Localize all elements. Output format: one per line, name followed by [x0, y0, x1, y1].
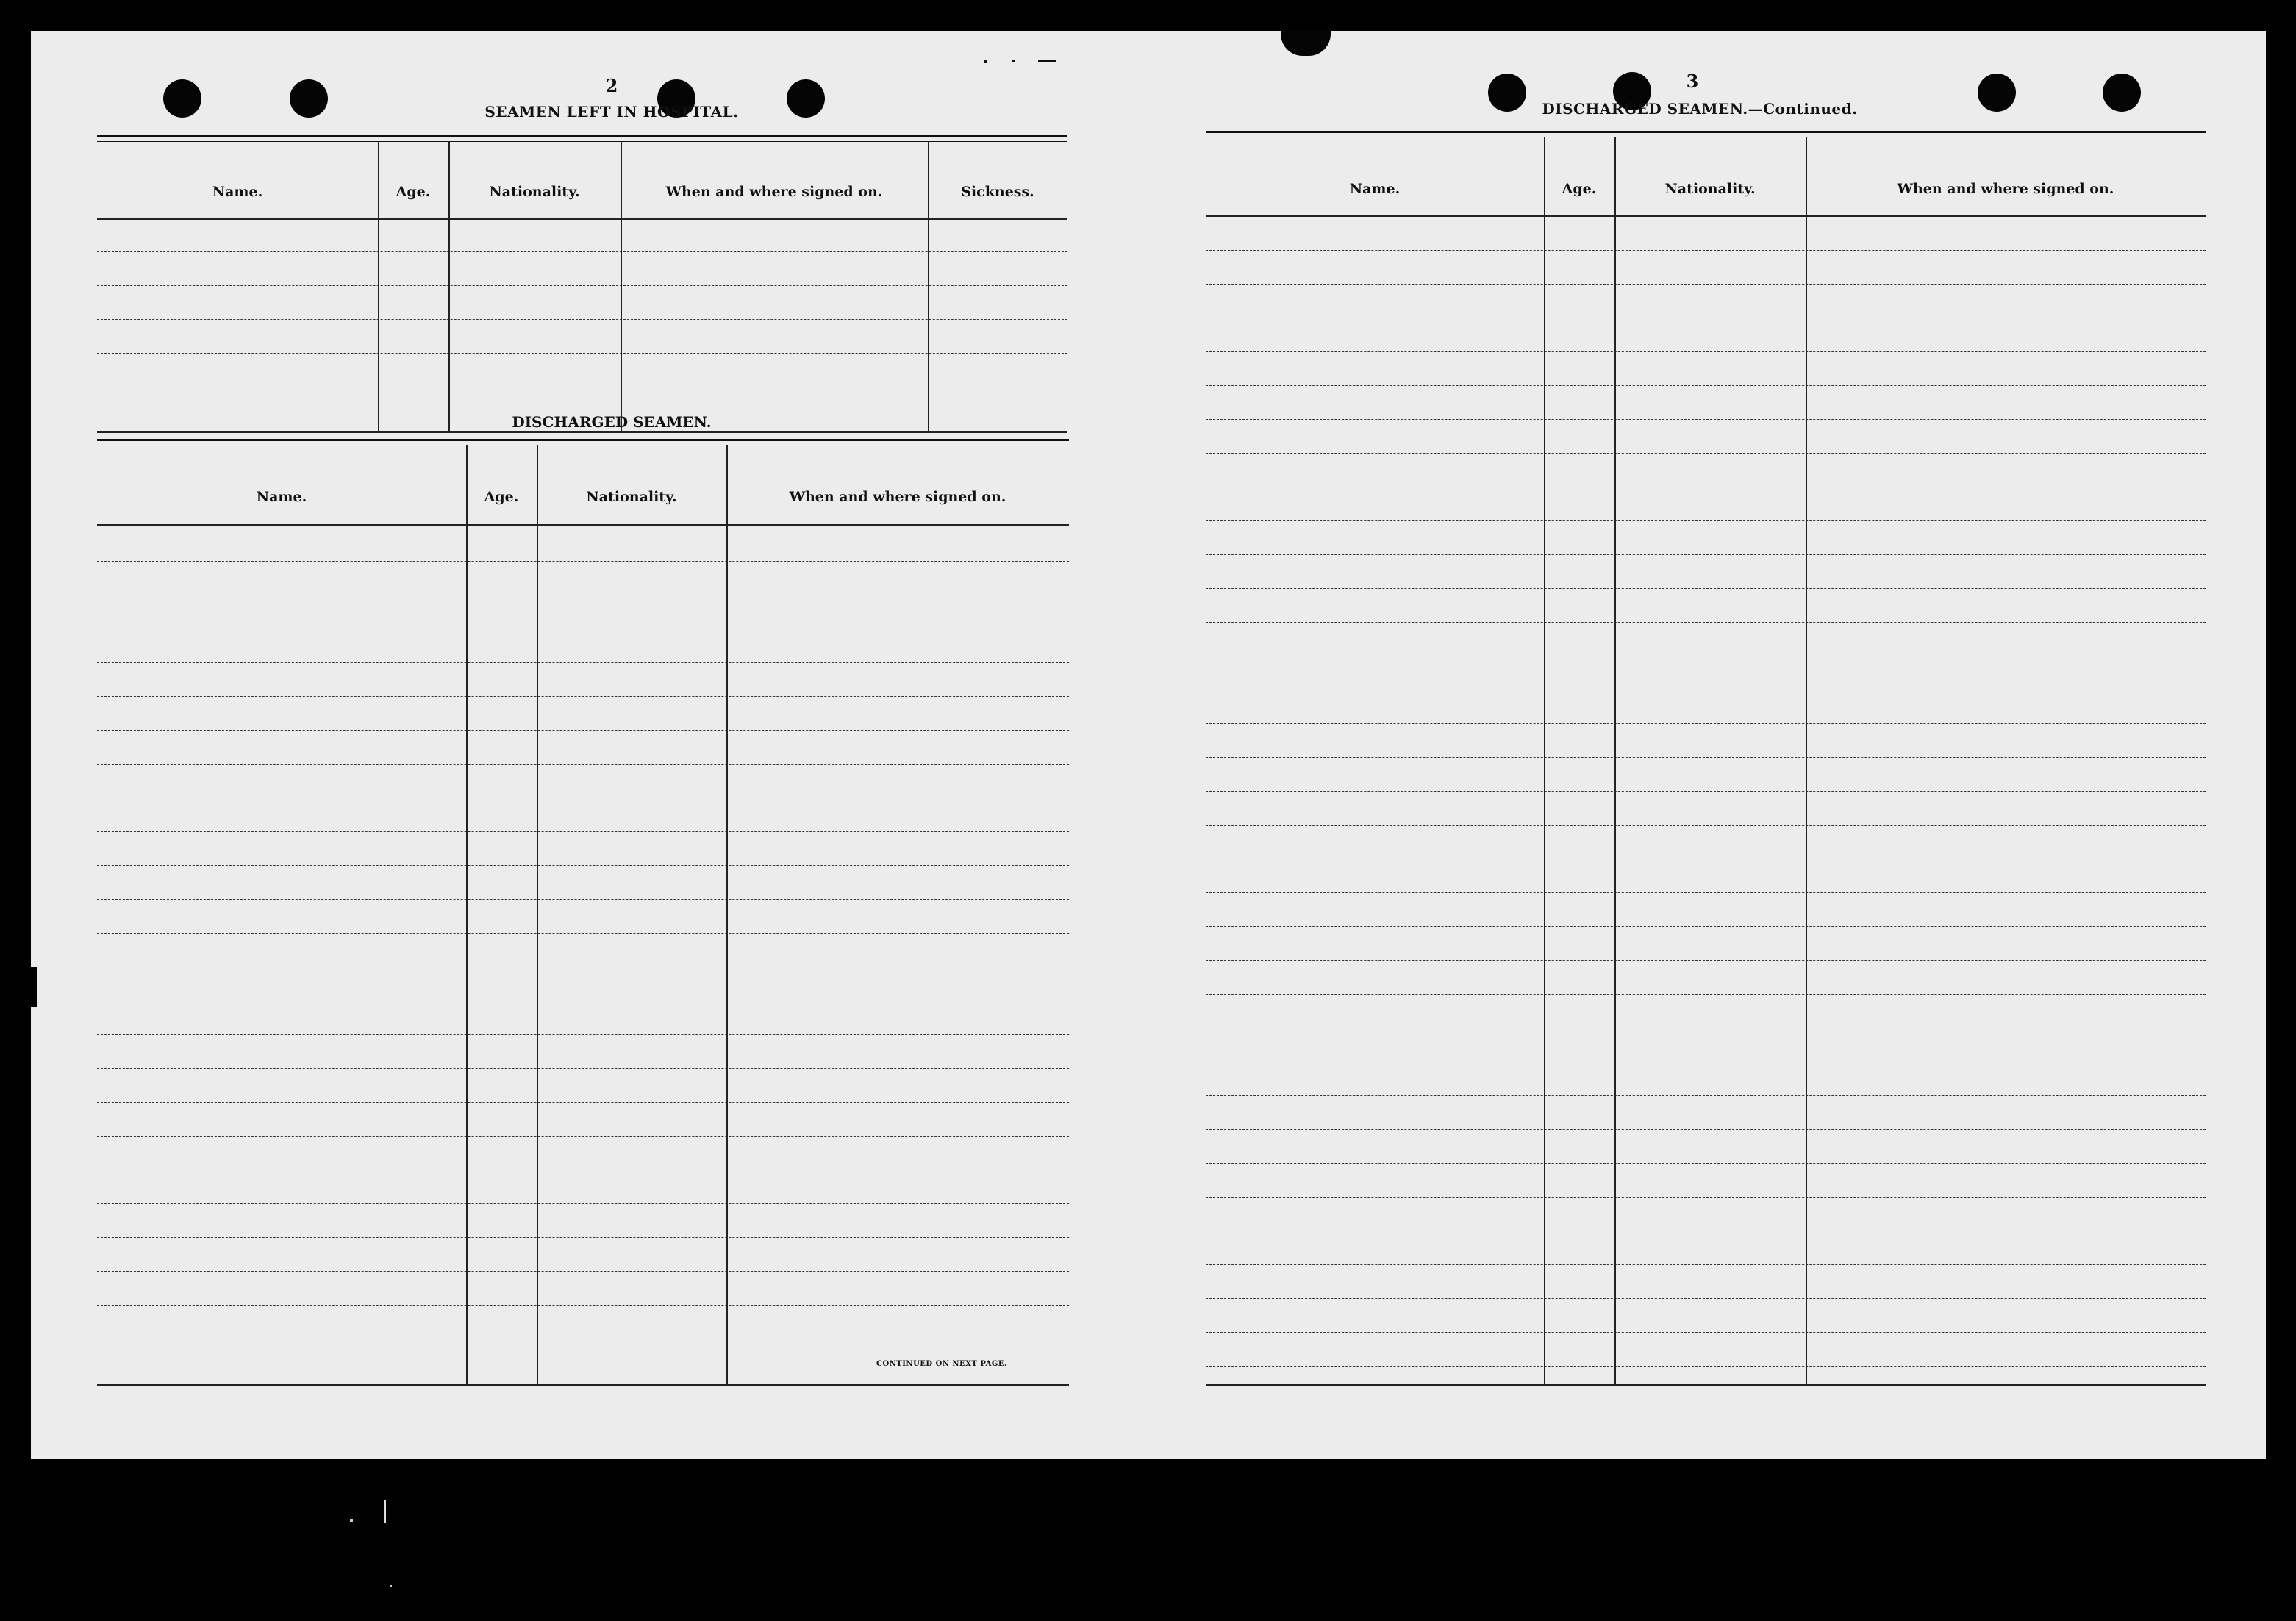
- page-number-right: 3: [1686, 71, 1699, 92]
- column-header-name: Name.: [1349, 181, 1401, 197]
- punch-hole: [1978, 74, 2016, 112]
- punch-hole: [290, 79, 328, 118]
- speck: [350, 1519, 353, 1522]
- hospital-table: [97, 135, 1067, 437]
- document-sheet: [31, 31, 2266, 1459]
- paper-tear: [1281, 31, 1331, 56]
- continued-footer: CONTINUED ON NEXT PAGE.: [876, 1360, 1008, 1368]
- edge-notch: [26, 967, 37, 1007]
- section-title-discharged-seamen-continued: DISCHARGED SEAMEN.—Continued.: [1542, 100, 1858, 118]
- section-title-seamen-left-in-hospital: SEAMEN LEFT IN HOSPITAL.: [484, 103, 739, 121]
- column-header-sickness: Sickness.: [961, 184, 1034, 200]
- column-header-nationality: Nationality.: [489, 184, 580, 200]
- column-header-when-where-signed-on: When and where signed on.: [665, 184, 883, 200]
- column-header-when-where-signed-on: When and where signed on.: [1897, 181, 2114, 197]
- speck: [390, 1585, 392, 1587]
- column-header-age: Age.: [484, 489, 519, 505]
- punch-hole: [163, 79, 201, 118]
- column-header-age: Age.: [396, 184, 431, 200]
- column-header-when-where-signed-on: When and where signed on.: [789, 489, 1006, 505]
- discharged-table-right: [1206, 131, 2206, 1395]
- speck: [984, 60, 987, 63]
- punch-hole: [2103, 74, 2141, 112]
- column-header-age: Age.: [1562, 181, 1597, 197]
- speck: [384, 1500, 386, 1523]
- speck: [1038, 60, 1056, 62]
- page-number-left: 2: [605, 75, 618, 96]
- speck: [1012, 60, 1015, 62]
- column-header-nationality: Nationality.: [586, 489, 677, 505]
- column-header-name: Name.: [212, 184, 263, 200]
- column-header-name: Name.: [256, 489, 307, 505]
- column-header-nationality: Nationality.: [1664, 181, 1756, 197]
- discharged-table-left: [97, 439, 1069, 1395]
- section-title-discharged-seamen: DISCHARGED SEAMEN.: [512, 413, 712, 431]
